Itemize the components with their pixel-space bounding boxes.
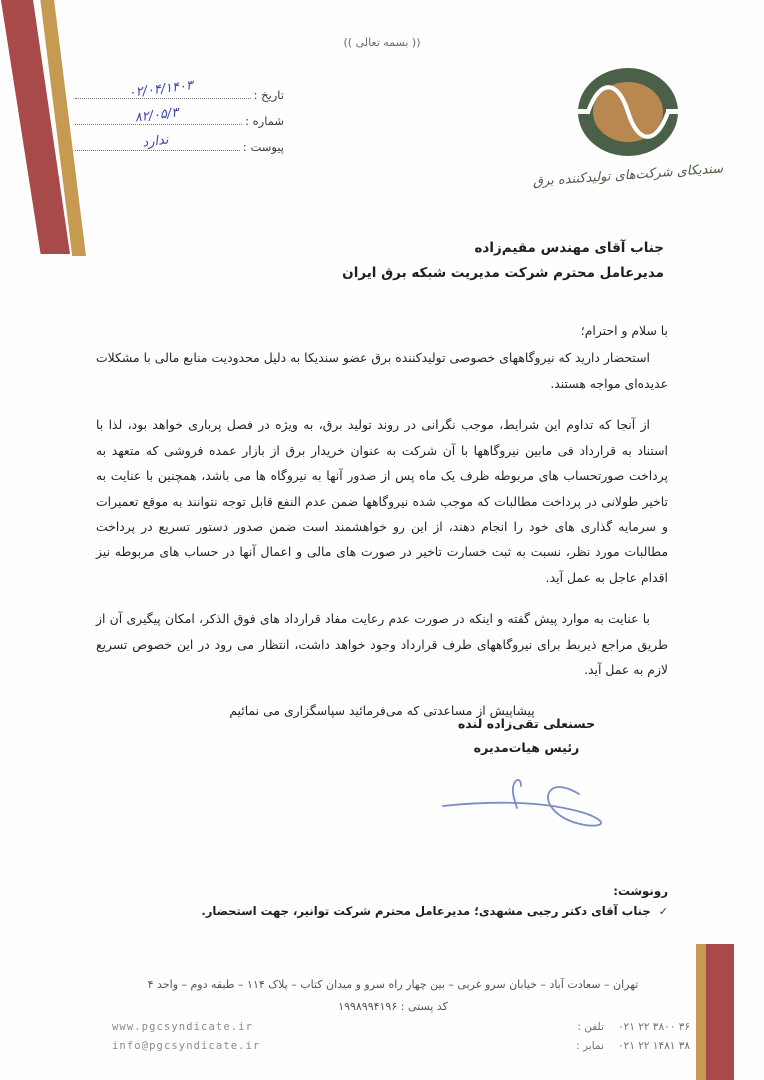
signature-block [439, 712, 614, 832]
decorative-band-red-bottom [706, 944, 734, 1080]
meta-value-date: ۰۲/۰۴/۱۴۰۳ [127, 78, 194, 101]
signatory-title: رئیس هیات‌مدیره [473, 739, 580, 755]
footer-postal-value: ۱۹۹۸۹۹۴۱۹۶ [338, 1000, 398, 1013]
footer-website-link[interactable]: www.pgcsyndicate.ir [112, 1021, 254, 1033]
check-icon: ✓ [658, 905, 668, 918]
logo-caption: سندیکای شرکت‌های تولیدکننده برق [532, 161, 724, 190]
footer-contact-block [570, 1018, 690, 1057]
footer-fax-row [570, 1037, 690, 1056]
meta-value-attachment: ندارد [141, 132, 170, 151]
letter-body [96, 318, 668, 740]
body-paragraph-1: استحضار دارید که نیروگاههای خصوصی تولیدکننده برق عضو سندیکا به دلیل محدودیت منابع مالی با مشکلات عدیده‌ای مواجه هستند. [96, 350, 668, 391]
decorative-band-gold-bottom [696, 944, 706, 1080]
meta-value-number: ۸۲/۰۵/۳ [133, 105, 180, 126]
meta-row-attachment [72, 132, 284, 164]
organization-logo [528, 66, 728, 190]
cc-item-text: جناب آقای دکتر رجبی مشهدی؛ مدیرعامل محترم شرکت توانیر، جهت استحضار. [201, 904, 651, 918]
footer-phone-value: ۰۲۱ ۲۲ ۳۸۰۰ ۳۶ [617, 1021, 690, 1033]
footer-phone-row [570, 1018, 690, 1037]
letter-meta-fields [72, 78, 284, 164]
meta-label-number: شماره : [245, 114, 284, 128]
footer-phone-label: تلفن : [577, 1021, 604, 1033]
footer-fax-value: ۰۲۱ ۲۲ ۱۴۸۱ ۳۸ [617, 1040, 690, 1053]
cc-block [201, 884, 668, 918]
footer-postal-code [96, 1000, 690, 1013]
addressee-block [342, 236, 664, 286]
body-paragraph-3: با عنایت به موارد پیش گفته و اینکه در صورت عدم رعایت مفاد قرارداد های فوق الذکر، امکان پیگیری آن از طریق مراجع ذیربط برای نیروگاههای طرف قرارداد وجود خواهد داشت، انتظار می رود در این خصوص تسریع لازم به عمل آید. [96, 611, 668, 678]
footer-fax-label: نمابر : [576, 1040, 604, 1053]
addressee-title: مدیرعامل محترم شرکت مدیریت شبکه برق ایران [342, 264, 664, 281]
addressee-name: جناب آقای مهندس مقیم‌زاده [474, 240, 664, 256]
meta-label-attachment: پیوست : [242, 140, 284, 154]
footer-web-block [112, 1018, 260, 1057]
footer-address: تهران – سعادت آباد – خیابان سرو غربی – بین چهار راه سرو و میدان کتاب – پلاک ۱۱۴ – طبقه دوم – واحد ۴ [147, 978, 639, 991]
meta-dots-date [75, 78, 251, 101]
meta-dots-number [75, 105, 242, 126]
footer-email-link[interactable]: info@pgcsyndicate.ir [112, 1040, 261, 1053]
salutation: با سلام و احترام؛ [580, 323, 668, 338]
syndicate-logo-icon [574, 66, 682, 162]
basmala-text: (( بسمه تعالی )) [343, 36, 421, 49]
footer-postal-label: کد پستی : [400, 1000, 448, 1013]
body-paragraph-2: از آنجا که تداوم این شرایط، موجب نگرانی در روند تولید برق، به ویژه در فصل پرباری خواهد بود، لذا با استناد به قرارداد فی مابین نیروگاهها با آن شرکت به عنوان خریدار برق از بازار عمده فروشی که متعهد به پرداخت صورتحساب های مربوطه ظرف یک ماه پس از صدور آنها به نیروگاه ها می باشد، همچنین با عنایت به تاخیر طولانی در پرداخت مطالبات که موجب شده نیروگاهها ضمن عدم النفع قابل توجه نتوانند به موقع تعمیرات و سرمایه گذاری های خود را انجام دهند، از این رو خواهشمند است ضمن صدور دستور تسریع در پرداخت مطالبات مورد نظر، نسبت به ثبت خسارت تاخیر در صورت های مالی و اعمال آنها در حساب های مربوطه نیز اقدام عاجل به عمل آید. [96, 417, 668, 585]
handwritten-signature-icon [439, 762, 669, 832]
meta-label-date: تاریخ : [253, 88, 284, 102]
signatory-name: حسنعلی تقی‌زاده لنده [457, 716, 596, 731]
meta-dots-attachment [75, 132, 240, 151]
closing-line: پیشاپیش از مساعدتی که می‌فرمائید سپاسگزاری می نمائیم [229, 703, 535, 719]
cc-item [201, 904, 668, 918]
cc-title: رونوشت: [613, 884, 668, 898]
